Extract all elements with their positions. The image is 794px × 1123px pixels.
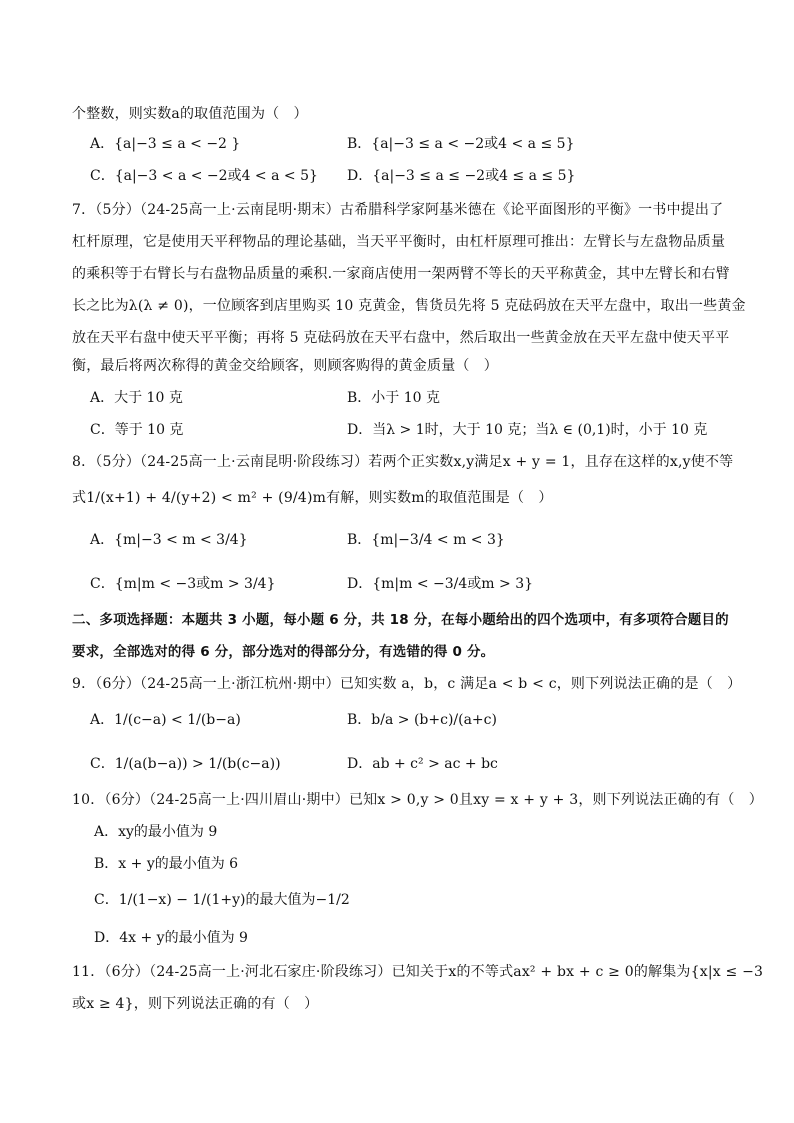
q11-line-2: 或x ≥ 4}，则下列说法正确的有（ ） bbox=[72, 996, 319, 1012]
q10-option-a: A．xy的最小值为 9 bbox=[94, 824, 218, 840]
section-2-heading-line-1: 二、多项选择题：本题共 3 小题，每小题 6 分，共 18 分，在每小题给出的四个选项中，有多项符合题目的 bbox=[72, 612, 729, 628]
q6-option-a: A．{a|−3 ≤ a < −2 } bbox=[90, 136, 241, 152]
q9-option-c: C．1/(a(b−a)) > 1/(b(c−a)) bbox=[90, 756, 281, 772]
q8-option-b: B．{m|−3/4 < m < 3} bbox=[347, 532, 505, 548]
q7-line-6: 衡，最后将两次称得的黄金交给顾客，则顾客购得的黄金质量（ ） bbox=[72, 358, 498, 374]
q10-option-d: D．4x + y的最小值为 9 bbox=[94, 930, 248, 946]
q8-line-1: 8．（5分）（24-25高一上·云南昆明·阶段练习）若两个正实数x,y满足x + y = 1，且存在这样的x,y使不等 bbox=[72, 454, 734, 470]
q6-option-b: B．{a|−3 ≤ a < −2或4 < a ≤ 5} bbox=[347, 136, 575, 152]
q7-option-d: D．当λ > 1时，大于 10 克；当λ ∈ (0,1)时，小于 10 克 bbox=[347, 422, 708, 438]
q8-line-2: 式1/(x+1) + 4/(y+2) < m² + (9/4)m有解，则实数m的取值范围是（ ） bbox=[72, 490, 553, 506]
q8-option-a: A．{m|−3 < m < 3/4} bbox=[90, 532, 248, 548]
section-2-heading-line-2: 要求，全部选对的得 6 分，部分选对的得部分分，有选错的得 0 分。 bbox=[72, 644, 495, 660]
q8-option-d: D．{m|m < −3/4或m > 3} bbox=[347, 576, 534, 592]
q9-option-a: A．1/(c−a) < 1/(b−a) bbox=[90, 712, 241, 728]
q6-option-c: C．{a|−3 < a < −2或4 < a < 5} bbox=[90, 168, 318, 184]
q7-option-a: A．大于 10 克 bbox=[90, 390, 183, 406]
q7-line-4: 长之比为λ(λ ≠ 0)，一位顾客到店里购买 10 克黄金，售货员先将 5 克砝码放在天平左盘中，取出一些黄金 bbox=[72, 298, 746, 314]
q7-option-c: C．等于 10 克 bbox=[90, 422, 184, 438]
q6-continuation: 个整数，则实数a的取值范围为（ ） bbox=[72, 106, 308, 122]
q8-option-c: C．{m|m < −3或m > 3/4} bbox=[90, 576, 276, 592]
q7-line-3: 的乘积等于右臂长与右盘物品质量的乘积.一家商店使用一架两臂不等长的天平称黄金，其中左臂长和右臂 bbox=[72, 266, 730, 282]
q9-option-d: D．ab + c² > ac + bc bbox=[347, 756, 498, 772]
q10-line-1: 10．（6分）（24-25高一上·四川眉山·期中）已知x > 0,y > 0且xy = x + y + 3，则下列说法正确的有（ ） bbox=[72, 792, 763, 808]
q7-line-1: 7．（5分）（24-25高一上·云南昆明·期末）古希腊科学家阿基米德在《论平面图形的平衡》一书中提出了 bbox=[72, 202, 724, 218]
q11-line-1: 11．（6分）（24-25高一上·河北石家庄·阶段练习）已知关于x的不等式ax² + bx + c ≥ 0的解集为{x|x ≤ −3 bbox=[72, 964, 764, 980]
q9-option-b: B．b/a > (b+c)/(a+c) bbox=[347, 712, 497, 728]
q6-option-d: D．{a|−3 ≤ a ≤ −2或4 ≤ a ≤ 5} bbox=[347, 168, 576, 184]
q10-option-c: C．1/(1−x) − 1/(1+y)的最大值为−1/2 bbox=[94, 892, 350, 908]
q9-line-1: 9．（6分）（24-25高一上·浙江杭州·期中）已知实数 a，b，c 满足a < b < c，则下列说法正确的是（ ） bbox=[72, 676, 742, 692]
q7-line-5: 放在天平右盘中使天平平衡；再将 5 克砝码放在天平右盘中，然后取出一些黄金放在天平左盘中使天平平 bbox=[72, 330, 730, 346]
q10-option-b: B．x + y的最小值为 6 bbox=[94, 856, 239, 872]
q7-option-b: B．小于 10 克 bbox=[347, 390, 441, 406]
q7-line-2: 杠杆原理，它是使用天平秤物品的理论基础，当天平平衡时，由杠杆原理可推出：左臂长与左盘物品质量 bbox=[72, 234, 726, 250]
